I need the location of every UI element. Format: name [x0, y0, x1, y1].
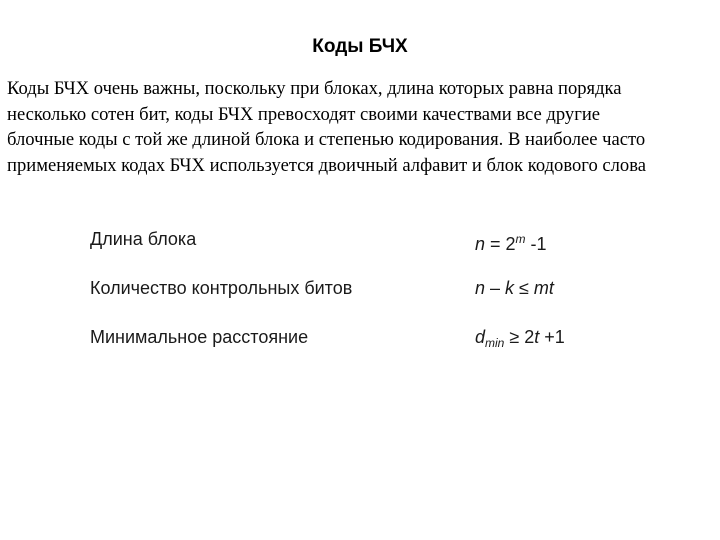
formula-tail: +1 — [539, 327, 565, 347]
parameters-table — [90, 226, 650, 373]
paragraph-line: применяемых кодах БЧХ используется двоичный алфавит и блок кодового слова — [7, 154, 647, 176]
formula-op: = 2 — [485, 234, 516, 254]
parameter-label: Минимальное расстояние — [90, 327, 309, 347]
formula-subscript-min: min — [485, 336, 505, 350]
formula-var-n: n — [475, 234, 486, 254]
parameter-row-min-distance — [90, 324, 650, 373]
slide-title: Коды БЧХ — [312, 36, 408, 57]
formula-var-t: t — [534, 327, 540, 347]
paragraph-line: несколько сотен бит, коды БЧХ превосходят своими качествами все другие — [7, 103, 601, 125]
formula-var-mt: mt — [533, 278, 554, 298]
formula-op: – — [485, 278, 506, 298]
paragraph-line: блочные коды с той же длиной блока и степенью кодирования. В наиболее часто — [7, 129, 646, 150]
parameter-row-check-bits — [90, 275, 650, 324]
min-distance-formula — [475, 324, 565, 356]
formula-exponent-m: m — [515, 232, 526, 246]
formula-var-n: n — [475, 278, 486, 298]
formula-tail: -1 — [525, 234, 547, 254]
parameter-label: Длина блока — [90, 229, 197, 249]
formula-op: ≥ 2 — [504, 327, 535, 347]
paragraph-line: Коды БЧХ очень важны, поскольку при блоках, длина которых равна порядка — [7, 78, 622, 99]
intro-paragraph — [7, 76, 713, 178]
formula-op: ≤ — [514, 278, 534, 298]
parameter-label: Количество контрольных битов — [90, 278, 353, 298]
formula-var-k: k — [505, 278, 515, 298]
formula-var-d: d — [475, 327, 486, 347]
parameter-row-block-length — [90, 226, 650, 275]
check-bits-formula — [475, 275, 554, 301]
block-length-formula — [475, 226, 547, 257]
